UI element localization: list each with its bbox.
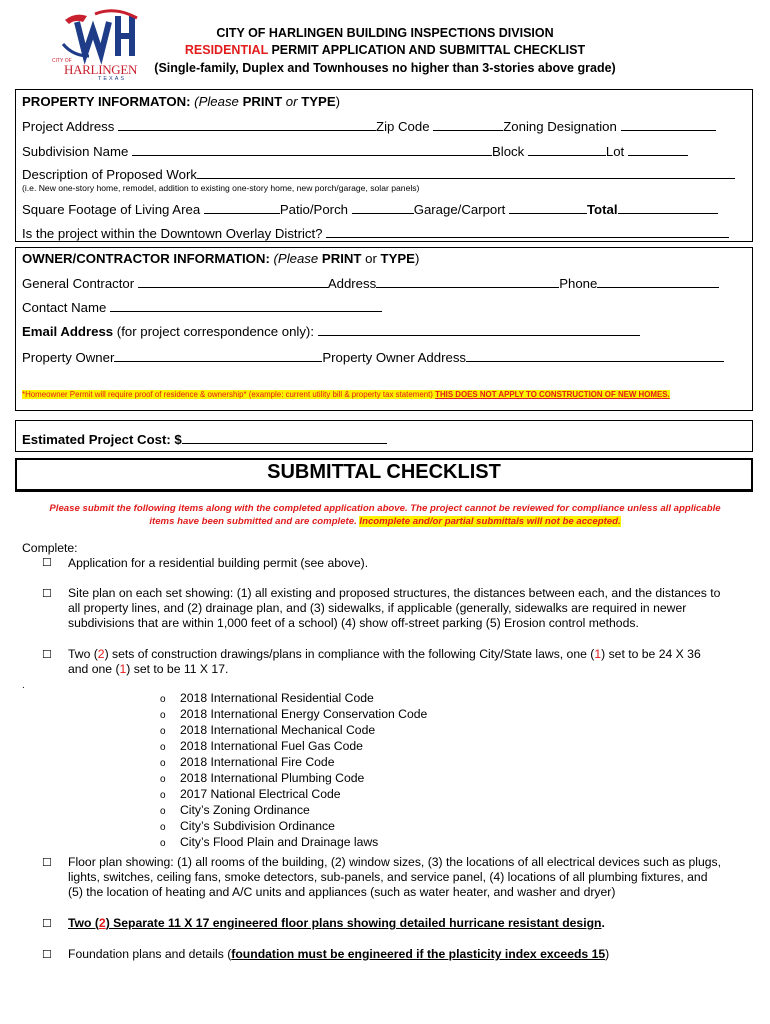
homeowner-note-text: *Homeowner Permit will require proof of residence & ownership* (example: current utility bill & property tax statement): [22, 390, 433, 399]
property-heading-paren: (Please: [190, 94, 243, 109]
instructions-line-2: items have been submitted and are complete.: [149, 516, 360, 527]
lot-field[interactable]: [628, 143, 688, 156]
code-item: [160, 755, 427, 771]
checkbox-site-plan[interactable]: ☐: [42, 588, 52, 600]
owner-heading-paren: (Please: [269, 251, 322, 266]
garage-label: Garage/Carport: [413, 202, 506, 217]
checklist-title: SUBMITTAL CHECKLIST: [267, 461, 501, 483]
lot-label: Lot: [605, 144, 625, 159]
property-owner-label: Property Owner: [22, 350, 115, 365]
project-address-label: Project Address: [22, 119, 115, 134]
code-text: City’s Zoning Ordinance: [180, 803, 310, 817]
stray-dot: .: [22, 680, 25, 691]
code-item: [160, 803, 427, 819]
bullet-icon: o: [160, 790, 166, 801]
code-item: [160, 739, 427, 755]
description-label: Description of Proposed Work: [22, 167, 197, 182]
subdivision-label: Subdivision Name: [22, 144, 129, 159]
owner-heading-print: PRINT: [321, 251, 362, 266]
site-plan-line-1: Site plan on each set showing: (1) all existing and proposed structures, the distances between each, and the distances to: [68, 586, 721, 600]
checkbox-floor-plan[interactable]: ☐: [42, 857, 52, 869]
homeowner-note-red: THIS DOES NOT APPLY TO CONSTRUCTION OF NEW HOMES.: [435, 390, 670, 399]
homeowner-permit-note: [22, 390, 670, 399]
property-heading-bold: PROPERTY INFORMATON:: [22, 94, 191, 109]
description-field[interactable]: [197, 166, 735, 179]
owner-address-label: Property Owner Address: [322, 350, 467, 365]
checklist-instructions-2: [0, 516, 770, 527]
bullet-icon: o: [160, 822, 166, 833]
code-text: 2018 International Energy Conservation Code: [180, 707, 428, 721]
general-contractor-row: [22, 275, 719, 291]
property-heading-or: or: [282, 94, 302, 109]
item-construction-drawings: [68, 647, 701, 677]
floor-plan-line-2: lights, switches, ceiling fans, smoke detectors, sub-panels, and service panel, (4) locations of all plumbing fixtures, and: [68, 870, 708, 884]
header-line-2-rest: PERMIT APPLICATION AND SUBMITTAL CHECKLIST: [268, 43, 586, 57]
email-label-rest: (for project correspondence only):: [113, 324, 314, 339]
subdivision-row: [22, 143, 688, 159]
zip-code-label: Zip Code: [376, 119, 430, 134]
square-footage-row: [22, 201, 718, 217]
floor-plan-line-3: (5) the location of heating and A/C units and appliances (such as water heater, and washer and dryer): [68, 885, 616, 899]
drawings-text-h: ) set to be 11 X 17.: [126, 662, 229, 676]
email-row: [22, 323, 640, 339]
code-item: [160, 771, 427, 787]
owner-address-field[interactable]: [466, 349, 724, 362]
sq-footage-label: Square Footage of Living Area: [22, 202, 201, 217]
checkbox-application[interactable]: ☐: [42, 557, 52, 569]
owner-heading-or: or: [361, 251, 381, 266]
project-address-row: [22, 118, 716, 134]
owner-heading-type: TYPE: [380, 251, 415, 266]
code-text: 2018 International Mechanical Code: [180, 723, 376, 737]
drawings-count-red: 2: [97, 647, 105, 661]
site-plan-line-2: all property lines, and (2) drainage plan, and (3) sidewalks, if applicable (generally, sidewalks are required in newer: [68, 601, 687, 615]
total-field[interactable]: [618, 201, 718, 214]
estimated-cost-row: [22, 431, 387, 447]
hurricane-count-red: 2: [98, 916, 106, 930]
code-item: [160, 819, 427, 835]
subdivision-field[interactable]: [132, 143, 492, 156]
item-foundation: [68, 947, 609, 962]
item-floor-plan: [68, 855, 721, 900]
owner-info-heading: [22, 251, 419, 266]
header-line-2: [0, 43, 770, 57]
code-item: [160, 835, 427, 851]
hurricane-text-a: Two (: [68, 916, 99, 930]
property-owner-row: [22, 349, 724, 365]
property-heading-print: PRINT: [242, 94, 283, 109]
downtown-row: [22, 225, 729, 241]
owner-heading-bold: OWNER/CONTRACTOR INFORMATION:: [22, 251, 270, 266]
block-field[interactable]: [528, 143, 606, 156]
drawings-one-red-2: 1: [119, 662, 127, 676]
bullet-icon: o: [160, 758, 166, 769]
hurricane-text-c: ) Separate 11 X 17 engineered floor plans showing detailed hurricane resistant design: [105, 916, 602, 930]
patio-field[interactable]: [352, 201, 414, 214]
foundation-close: ): [605, 947, 610, 961]
contact-name-label: Contact Name: [22, 300, 107, 315]
logo-city-name: HARLINGEN: [64, 62, 138, 77]
zip-code-field[interactable]: [433, 118, 503, 131]
contact-name-field[interactable]: [110, 299, 382, 312]
general-contractor-label: General Contractor: [22, 276, 135, 291]
downtown-field[interactable]: [326, 225, 729, 238]
header-residential: RESIDENTIAL: [184, 43, 268, 57]
foundation-engineered-note: foundation must be engineered if the plasticity index exceeds 15: [231, 947, 606, 961]
foundation-text-a: Foundation plans and details (: [68, 947, 232, 961]
checkbox-construction-drawings[interactable]: ☐: [42, 649, 52, 661]
complete-label: Complete:: [22, 541, 78, 555]
patio-label: Patio/Porch: [279, 202, 349, 217]
code-text: 2018 International Fuel Gas Code: [180, 739, 363, 753]
code-text: City’s Subdivision Ordinance: [180, 819, 335, 833]
property-owner-field[interactable]: [114, 349, 322, 362]
estimated-cost-field[interactable]: [182, 431, 387, 444]
contractor-address-field[interactable]: [376, 275, 559, 288]
logo-top-text: CITY OF: [52, 58, 72, 64]
item-application: Application for a residential building permit (see above).: [68, 556, 369, 570]
hurricane-period: .: [601, 916, 605, 930]
drawings-text-f: and one (: [68, 662, 120, 676]
code-text: City’s Flood Plain and Drainage laws: [180, 835, 379, 849]
code-text: 2018 International Plumbing Code: [180, 771, 365, 785]
bullet-icon: o: [160, 838, 166, 849]
code-text: 2018 International Fire Code: [180, 755, 335, 769]
drawings-text-a: Two (: [68, 647, 98, 661]
checklist-instructions-1: Please submit the following items along with the completed application above. The project cannot be reviewed for compliance unless all applicable: [49, 503, 721, 514]
logo-state: TEXAS: [98, 76, 127, 82]
bullet-icon: o: [160, 694, 166, 705]
bullet-icon: o: [160, 742, 166, 753]
code-text: 2017 National Electrical Code: [180, 787, 341, 801]
property-heading-close: ): [335, 94, 341, 109]
description-row: [22, 166, 735, 182]
drawings-text-e: ) set to be 24 X 36: [601, 647, 701, 661]
garage-field[interactable]: [509, 201, 587, 214]
property-info-heading: [22, 94, 340, 109]
downtown-label: Is the project within the Downtown Overlay District?: [22, 226, 323, 241]
block-label: Block: [491, 144, 525, 159]
total-label: Total: [586, 202, 618, 217]
general-contractor-field[interactable]: [138, 275, 328, 288]
site-plan-line-3: subdivisions that are within 1,000 feet of a school) (4) show off-street parking (5) Erosion control methods.: [68, 616, 639, 630]
drawings-one-red: 1: [594, 647, 602, 661]
sq-footage-field[interactable]: [204, 201, 280, 214]
bullet-icon: o: [160, 710, 166, 721]
floor-plan-line-1: Floor plan showing: (1) all rooms of the building, (2) window sizes, (3) the locations of all electrical devices such as plugs,: [68, 855, 722, 869]
zoning-label: Zoning Designation: [503, 119, 617, 134]
phone-label: Phone: [559, 276, 598, 291]
checkbox-hurricane-plans[interactable]: ☐: [42, 918, 52, 930]
description-note: (i.e. New one-story home, remodel, addition to existing one-story home, new porch/garage, solar panels): [22, 183, 420, 193]
zoning-field[interactable]: [621, 118, 716, 131]
code-item: [160, 723, 427, 739]
property-heading-type: TYPE: [301, 94, 336, 109]
email-field[interactable]: [318, 323, 640, 336]
phone-field[interactable]: [597, 275, 719, 288]
estimated-cost-label: Estimated Project Cost: $: [22, 432, 182, 447]
code-text: 2018 International Residential Code: [180, 691, 374, 705]
drawings-text-c: ) sets of construction drawings/plans in compliance with the following City/State laws, one (: [104, 647, 595, 661]
project-address-field[interactable]: [118, 118, 376, 131]
header-line-1: CITY OF HARLINGEN BUILDING INSPECTIONS DIVISION: [216, 26, 554, 40]
code-item: [160, 787, 427, 803]
owner-heading-close: ): [414, 251, 420, 266]
instructions-highlight: Incomplete and/or partial submittals will not be accepted.: [359, 516, 621, 527]
bullet-icon: o: [160, 774, 166, 785]
bullet-icon: o: [160, 726, 166, 737]
bullet-icon: o: [160, 806, 166, 817]
item-hurricane-plans: [68, 916, 605, 931]
code-item: [160, 707, 427, 723]
codes-list: [160, 691, 427, 851]
item-site-plan: [68, 586, 720, 631]
contractor-address-label: Address: [327, 276, 377, 291]
contact-name-row: [22, 299, 382, 315]
checkbox-foundation[interactable]: ☐: [42, 949, 52, 961]
header-line-3: (Single-family, Duplex and Townhouses no higher than 3-stories above grade): [154, 61, 616, 75]
email-label-bold: Email Address: [22, 324, 114, 339]
code-item: [160, 691, 427, 707]
